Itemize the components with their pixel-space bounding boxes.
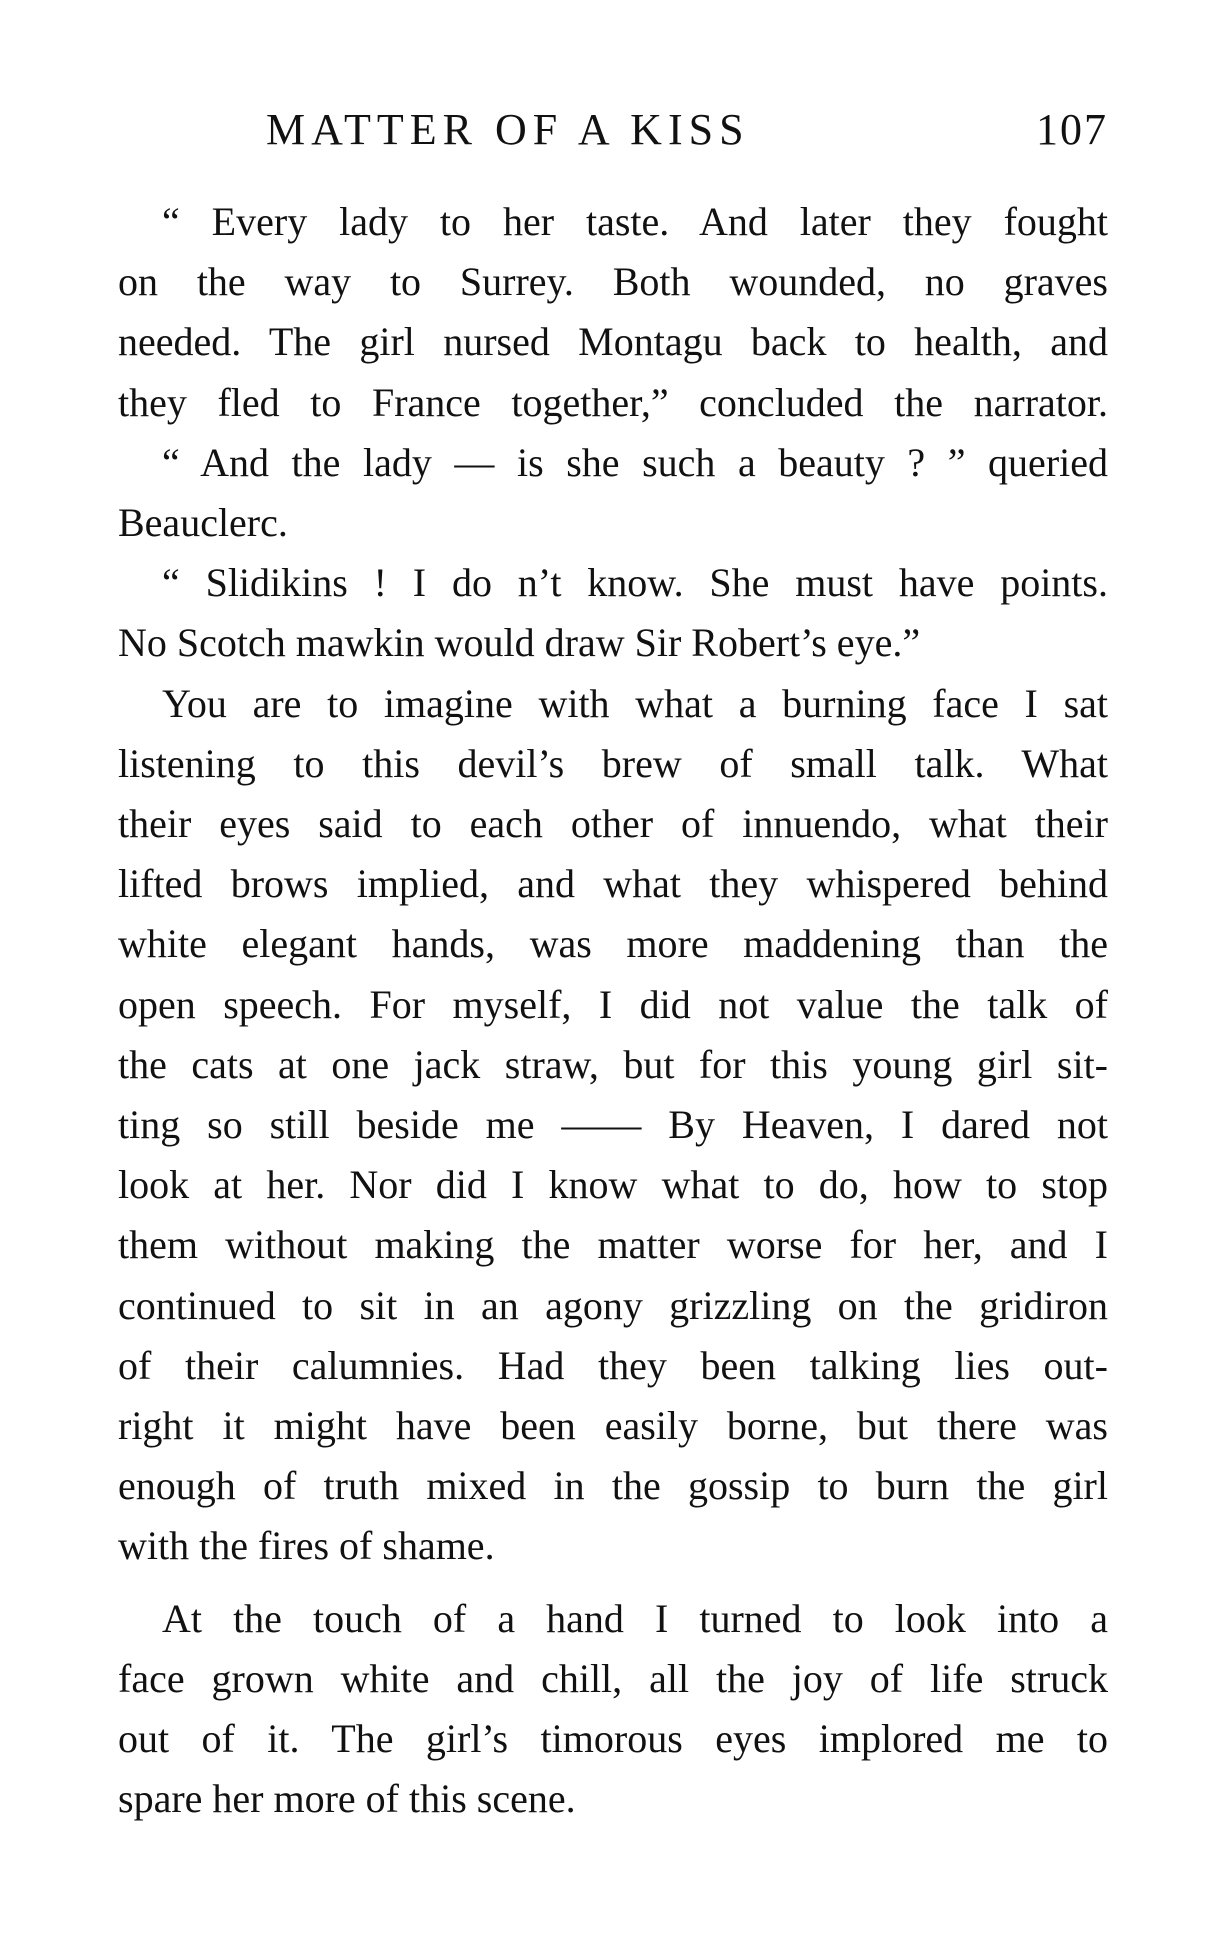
text-line: “ And the lady — is she such a beauty ? ” queried: [162, 439, 1108, 485]
text-line: look at her. Nor did I know what to do, how to stop: [118, 1162, 1108, 1208]
text-line: the cats at one jack straw, but for this young girl sit-: [118, 1041, 1108, 1087]
text-line: white elegant hands, was more maddening than the: [118, 921, 1108, 967]
text-line: of their calumnies. Had they been talking lies out-: [118, 1342, 1108, 1388]
text-line: needed. The girl nursed Montagu back to health, and: [118, 319, 1108, 365]
text-line: open speech. For myself, I did not value the talk of: [118, 981, 1108, 1027]
text-line: “ Every lady to her taste. And later they fought: [162, 199, 1108, 244]
text-line: face grown white and chill, all the joy of life struck: [118, 1655, 1108, 1701]
text-line: listening to this devil’s brew of small talk. What: [118, 740, 1108, 786]
text-line: continued to sit in an agony grizzling on the gridiron: [118, 1282, 1108, 1328]
paragraph-2: [118, 433, 1108, 553]
body-text: [118, 192, 1108, 1829]
text-line: You are to imagine with what a burning face I sat: [162, 680, 1108, 726]
paragraph-3: [118, 553, 1108, 673]
page-number: 107: [1036, 105, 1108, 154]
paragraph-1: [118, 192, 1108, 433]
text-line: lifted brows implied, and what they whispered behind: [118, 861, 1108, 907]
text-line: No Scotch mawkin would draw Sir Robert’s eye.”: [118, 620, 921, 666]
text-line: on the way to Surrey. Both wounded, no graves: [118, 259, 1108, 305]
text-line: they fled to France together,” concluded the narrator.: [118, 379, 1108, 425]
paragraph-4: [118, 674, 1108, 1577]
text-line: enough of truth mixed in the gossip to burn the girl: [118, 1463, 1108, 1509]
text-line: them without making the matter worse for her, and I: [118, 1222, 1108, 1268]
text-line: “ Slidikins ! I do n’t know. She must have points.: [162, 560, 1108, 606]
text-line: Beauclerc.: [118, 500, 288, 546]
running-title: MATTER OF A KISS: [266, 105, 750, 154]
text-line: right it might have been easily borne, but there was: [118, 1403, 1108, 1449]
text-line: their eyes said to each other of innuendo, what their: [118, 801, 1108, 847]
text-line: ting so still beside me —— By Heaven, I dared not: [118, 1102, 1108, 1148]
text-line: At the touch of a hand I turned to look into a: [162, 1595, 1108, 1641]
text-line: with the fires of shame.: [118, 1523, 495, 1569]
paragraph-5: [118, 1589, 1108, 1830]
text-line: spare her more of this scene.: [118, 1776, 576, 1822]
running-head: [118, 100, 1108, 160]
text-line: out of it. The girl’s timorous eyes implored me to: [118, 1716, 1108, 1762]
